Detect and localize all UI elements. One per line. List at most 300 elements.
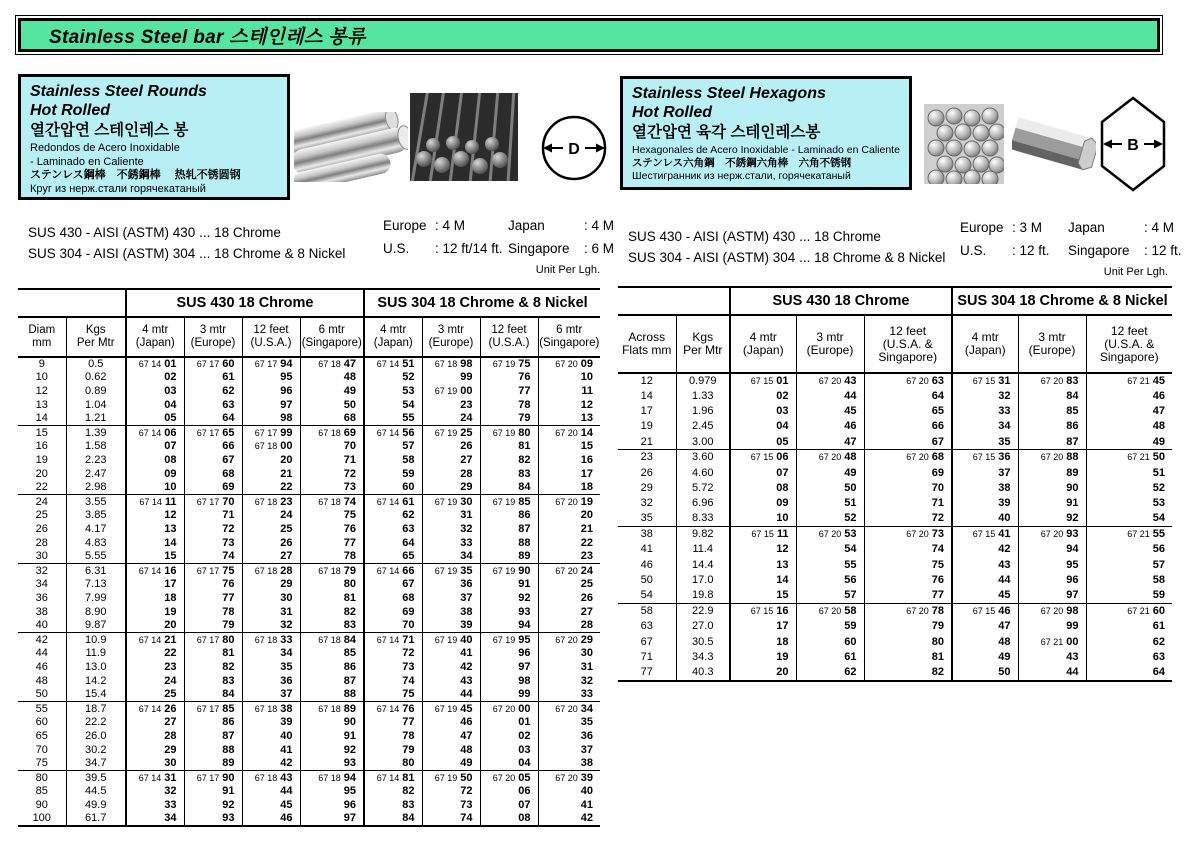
code-cell: 19 [730,650,796,665]
code-cell: 76 [300,523,364,537]
size-cell: 38 [35,605,48,618]
hex-across-flats-diagram [1096,94,1170,199]
code-cell: 98 [242,412,300,426]
code-cell: 40 [952,512,1018,527]
weight-cell: 6.96 [676,496,730,511]
size-cell: 40 [35,619,48,632]
code-cell: 63 [184,398,242,412]
size-cell: 67 [640,635,653,648]
table-row [18,371,600,385]
code-cell: 74 [864,542,952,557]
code-cell: 51 [796,496,864,511]
table-row [18,398,600,412]
code-cell: 31 [538,661,600,675]
code-cell: 67 20 63 [864,373,952,388]
code-cell: 79 [184,619,242,633]
code-cell: 79 [480,412,538,426]
rounds-price-table [18,288,600,827]
table-row [618,527,1172,542]
hex-length-singapore: Singapore : 12 ft. [1068,243,1182,258]
code-cell: 67 18 33 [242,633,300,647]
code-cell: 75 [364,688,422,702]
code-cell: 95 [300,785,364,799]
rounds-title-hot-rolled: Hot Rolled [30,102,110,119]
code-cell: 97 [1018,588,1086,603]
code-cell: 62 [364,509,422,523]
code-cell: 24 [422,412,480,426]
code-cell: 64 [1086,665,1172,680]
table-row [18,716,600,730]
code-cell: 67 14 51 [364,357,422,371]
weight-cell: 0.89 [66,385,126,399]
size-cell: 15 [18,426,66,440]
column-header: Kgs Per Mtr [676,315,730,373]
weight-cell: 34.7 [66,757,126,771]
code-cell: 25 [538,578,600,592]
code-cell: 82 [364,785,422,799]
code-cell: 78 [300,550,364,564]
code-cell: 67 20 58 [796,604,864,619]
hex-sub-es: Hexagonales de Acero Inoxidable - Laminado en Caliente [632,144,900,156]
code-cell: 67 17 60 [184,357,242,371]
size-cell: 34 [35,578,48,591]
table-row [18,730,600,744]
code-cell: 79 [864,619,952,634]
code-cell: 87 [480,523,538,537]
size-cell: 44 [35,647,48,660]
rounds-panel [18,74,290,200]
code-cell: 67 18 98 [422,357,480,371]
code-cell: 76 [864,573,952,588]
code-cell: 86 [184,716,242,730]
code-cell: 67 19 95 [480,633,538,647]
code-cell: 47 [1086,404,1172,419]
size-cell: 75 [35,757,48,770]
weight-cell: 39.5 [66,771,126,785]
code-cell: 03 [126,385,184,399]
code-cell: 82 [864,665,952,680]
code-cell: 35 [952,435,1018,450]
column-header: 6 mtr (Singapore) [538,317,600,357]
weight-cell: 9.82 [676,527,730,542]
column-header: 12 feet (U.S.A.) [480,317,538,357]
code-cell: 91 [184,785,242,799]
code-cell: 67 14 71 [364,633,422,647]
code-cell: 48 [422,743,480,757]
code-cell: 96 [242,385,300,399]
hex-photo-bar [1012,108,1096,189]
weight-cell: 4.83 [66,536,126,550]
code-cell: 67 15 01 [730,373,796,388]
weight-cell: 6.31 [66,564,126,578]
code-cell: 69 [184,481,242,495]
weight-cell: 3.60 [676,450,730,465]
code-cell: 20 [242,454,300,468]
weight-cell: 27.0 [676,619,730,634]
code-cell: 67 15 06 [730,450,796,465]
weight-cell: 22.9 [676,604,730,619]
weight-cell: 11.4 [676,542,730,557]
hex-grade-430: SUS 430 - AISI (ASTM) 430 ... 18 Chrome [628,229,881,244]
hex-price-table [618,286,1172,682]
rounds-title-en: Stainless Steel Rounds [30,83,207,100]
code-cell: 03 [480,743,538,757]
code-cell: 17 [730,619,796,634]
code-cell: 05 [730,435,796,450]
code-cell: 48 [952,635,1018,650]
code-cell: 42 [422,661,480,675]
hex-price-table-container [618,286,1172,682]
code-cell: 13 [730,558,796,573]
code-cell: 92 [300,743,364,757]
code-cell: 80 [864,635,952,650]
code-cell: 92 [1018,512,1086,527]
size-cell: 70 [35,743,48,756]
code-cell: 67 18 79 [300,564,364,578]
code-cell: 86 [300,661,364,675]
table-row [18,674,600,688]
code-cell: 10 [126,481,184,495]
code-cell: 67 14 21 [126,633,184,647]
code-cell: 55 [364,412,422,426]
code-cell: 39 [952,496,1018,511]
code-cell: 67 21 00 [1018,635,1086,650]
code-cell: 78 [480,398,538,412]
code-cell: 50 [952,665,1018,680]
code-cell: 78 [364,730,422,744]
code-cell: 93 [480,605,538,619]
code-cell: 26 [538,592,600,606]
weight-cell: 30.5 [676,635,730,650]
weight-cell: 0.5 [66,357,126,371]
code-cell: 41 [422,647,480,661]
rounds-grades [28,222,345,264]
code-cell: 49 [1086,435,1172,450]
code-cell: 61 [1086,619,1172,634]
code-cell: 12 [538,398,600,412]
size-cell: 35 [640,512,653,525]
size-cell: 50 [640,574,653,587]
column-header: 3 mtr (Europe) [1018,315,1086,373]
code-cell: 85 [300,647,364,661]
code-cell: 67 18 94 [300,771,364,785]
table-row [618,619,1172,634]
table-row [18,688,600,702]
code-cell: 84 [184,688,242,702]
code-cell: 91 [480,578,538,592]
code-cell: 89 [184,757,242,771]
code-cell: 67 17 94 [242,357,300,371]
code-cell: 49 [952,650,1018,665]
column-header: 6 mtr (Singapore) [300,317,364,357]
code-cell: 28 [126,730,184,744]
hex-grades [628,226,945,268]
code-cell: 81 [864,650,952,665]
code-cell: 72 [300,467,364,481]
code-cell: 52 [1086,481,1172,496]
code-cell: 35 [538,716,600,730]
table-row [618,373,1172,388]
table-row [18,467,600,481]
code-cell: 67 20 19 [538,495,600,509]
code-cell: 67 14 76 [364,702,422,716]
code-cell: 67 21 50 [1086,450,1172,465]
code-cell: 44 [242,785,300,799]
code-cell: 42 [952,542,1018,557]
code-cell: 67 20 93 [1018,527,1086,542]
code-cell: 05 [126,412,184,426]
table-row [618,450,1172,465]
code-cell: 52 [364,371,422,385]
column-header: Diam mm [18,317,66,357]
code-cell: 29 [126,743,184,757]
code-cell: 67 17 80 [184,633,242,647]
rounds-sub-es1: Redondos de Acero Inoxidable [30,142,180,154]
table-row [618,435,1172,450]
code-cell: 36 [538,730,600,744]
code-cell: 10 [538,371,600,385]
code-cell: 89 [480,550,538,564]
code-cell: 67 20 78 [864,604,952,619]
page-banner [18,18,1160,52]
column-header: 4 mtr (Japan) [126,317,184,357]
code-cell: 72 [864,512,952,527]
grade-group-header: SUS 304 18 Chrome & 8 Nickel [952,287,1172,315]
code-cell: 71 [184,509,242,523]
code-cell: 77 [480,385,538,399]
code-cell: 67 20 53 [796,527,864,542]
table-row [18,633,600,647]
code-cell: 45 [952,588,1018,603]
size-cell: 14 [35,412,48,425]
table-row [618,465,1172,480]
table-row [618,665,1172,680]
code-cell: 63 [364,523,422,537]
code-cell: 75 [864,558,952,573]
hex-length-japan: Japan : 4 M [1068,220,1175,235]
code-cell: 23 [422,398,480,412]
code-cell: 20 [126,619,184,633]
size-cell: 9 [18,357,66,371]
code-cell: 89 [1018,465,1086,480]
size-cell: 21 [640,435,653,448]
code-cell: 83 [184,674,242,688]
code-cell: 15 [538,440,600,454]
code-cell: 29 [242,578,300,592]
code-cell: 68 [364,592,422,606]
code-cell: 67 15 16 [730,604,796,619]
code-cell: 80 [300,578,364,592]
hex-photo-bundle [924,104,1004,189]
table-row [18,454,600,468]
code-cell: 82 [300,605,364,619]
table-row [18,481,600,495]
grade-group-header: SUS 430 18 Chrome [730,287,952,315]
size-cell: 54 [640,589,653,602]
size-cell: 14 [640,389,653,402]
code-cell: 67 14 26 [126,702,184,716]
code-cell: 41 [242,743,300,757]
code-cell: 84 [1018,388,1086,403]
code-cell: 67 19 85 [480,495,538,509]
code-cell: 12 [730,542,796,557]
code-cell: 67 18 84 [300,633,364,647]
size-cell: 71 [640,651,653,664]
code-cell: 67 19 75 [480,357,538,371]
weight-cell: 9.87 [66,619,126,633]
code-cell: 67 19 50 [422,771,480,785]
hex-length-europe: Europe : 3 M [960,220,1043,235]
code-cell: 47 [422,730,480,744]
code-cell: 67 19 30 [422,495,480,509]
table-row [618,404,1172,419]
table-row [18,799,600,813]
code-cell: 18 [126,592,184,606]
code-cell: 67 20 98 [1018,604,1086,619]
code-cell: 15 [730,588,796,603]
weight-cell: 2.47 [66,467,126,481]
code-cell: 62 [184,385,242,399]
weight-cell: 1.58 [66,440,126,454]
weight-cell: 1.21 [66,412,126,426]
code-cell: 33 [538,688,600,702]
table-row [618,388,1172,403]
code-cell: 62 [1086,635,1172,650]
code-cell: 30 [126,757,184,771]
column-header: 12 feet (U.S.A. & Singapore) [864,315,952,373]
code-cell: 08 [126,454,184,468]
size-cell: 17 [640,404,653,417]
code-cell: 67 14 06 [126,426,184,440]
column-header: 12 feet (U.S.A.) [242,317,300,357]
code-cell: 67 17 65 [184,426,242,440]
code-cell: 57 [1086,558,1172,573]
rounds-unit-note: Unit Per Lgh. [535,264,600,276]
code-cell: 44 [422,688,480,702]
code-cell: 20 [730,665,796,680]
column-header: Across Flats mm [618,315,676,373]
code-cell: 34 [952,419,1018,434]
code-cell: 02 [480,730,538,744]
rounds-length-japan: Japan : 4 M [508,218,615,233]
code-cell: 83 [480,467,538,481]
code-cell: 80 [364,757,422,771]
code-cell: 82 [480,454,538,468]
size-cell: 100 [32,812,51,825]
code-cell: 35 [242,661,300,675]
hex-title-hot-rolled: Hot Rolled [632,104,712,121]
code-cell: 67 18 28 [242,564,300,578]
code-cell: 67 17 90 [184,771,242,785]
code-cell: 67 18 00 [242,440,300,454]
code-cell: 97 [480,661,538,675]
rounds-photo-bundle [410,93,518,186]
code-cell: 67 19 40 [422,633,480,647]
grade-group-header: SUS 304 18 Chrome & 8 Nickel [364,289,600,317]
code-cell: 67 [864,435,952,450]
code-cell: 81 [184,647,242,661]
code-cell: 59 [796,619,864,634]
code-cell: 67 [364,578,422,592]
column-header: 3 mtr (Europe) [184,317,242,357]
code-cell: 36 [422,578,480,592]
code-cell: 63 [1086,650,1172,665]
table-row [18,385,600,399]
weight-cell: 4.60 [676,465,730,480]
code-cell: 84 [480,481,538,495]
size-cell: 13 [35,398,48,411]
hex-title-en: Stainless Steel Hexagons [632,85,826,102]
weight-cell: 49.9 [66,799,126,813]
code-cell: 97 [242,398,300,412]
code-cell: 59 [364,467,422,481]
code-cell: 67 17 99 [242,426,300,440]
code-cell: 25 [242,523,300,537]
code-cell: 74 [422,812,480,826]
code-cell: 67 15 36 [952,450,1018,465]
code-cell: 09 [730,496,796,511]
code-cell: 49 [422,757,480,771]
code-cell: 43 [952,558,1018,573]
size-cell: 77 [640,666,653,679]
code-cell: 38 [952,481,1018,496]
code-cell: 32 [538,674,600,688]
code-cell: 54 [364,398,422,412]
code-cell: 87 [1018,435,1086,450]
code-cell: 46 [242,812,300,826]
code-cell: 67 20 14 [538,426,600,440]
weight-cell: 26.0 [66,730,126,744]
code-cell: 67 14 31 [126,771,184,785]
weight-cell: 13.0 [66,661,126,675]
code-cell: 60 [796,635,864,650]
code-cell: 58 [364,454,422,468]
code-cell: 67 19 90 [480,564,538,578]
code-cell: 67 18 23 [242,495,300,509]
code-cell: 68 [300,412,364,426]
hex-sub-ja: ステンレス六角鋼 不銹鋼六角棒 六角不锈钢 [632,157,852,169]
code-cell: 71 [864,496,952,511]
code-cell: 76 [184,578,242,592]
code-cell: 52 [796,512,864,527]
code-cell: 67 20 83 [1018,373,1086,388]
code-cell: 87 [184,730,242,744]
code-cell: 54 [1086,512,1172,527]
code-cell: 45 [796,404,864,419]
code-cell: 67 19 35 [422,564,480,578]
table-row [18,592,600,606]
code-cell: 04 [730,419,796,434]
code-cell: 18 [538,481,600,495]
code-cell: 67 19 45 [422,702,480,716]
code-cell: 82 [184,661,242,675]
table-row [618,635,1172,650]
code-cell: 51 [1086,465,1172,480]
code-cell: 76 [480,371,538,385]
code-cell: 38 [422,605,480,619]
code-cell: 74 [184,550,242,564]
code-cell: 28 [422,467,480,481]
size-cell: 80 [18,771,66,785]
table-row [18,426,600,440]
rounds-photo-bars [294,112,408,187]
code-cell: 81 [480,440,538,454]
code-cell: 64 [864,388,952,403]
weight-cell: 2.45 [676,419,730,434]
code-cell: 77 [300,536,364,550]
weight-cell: 0.979 [676,373,730,388]
table-row [18,605,600,619]
